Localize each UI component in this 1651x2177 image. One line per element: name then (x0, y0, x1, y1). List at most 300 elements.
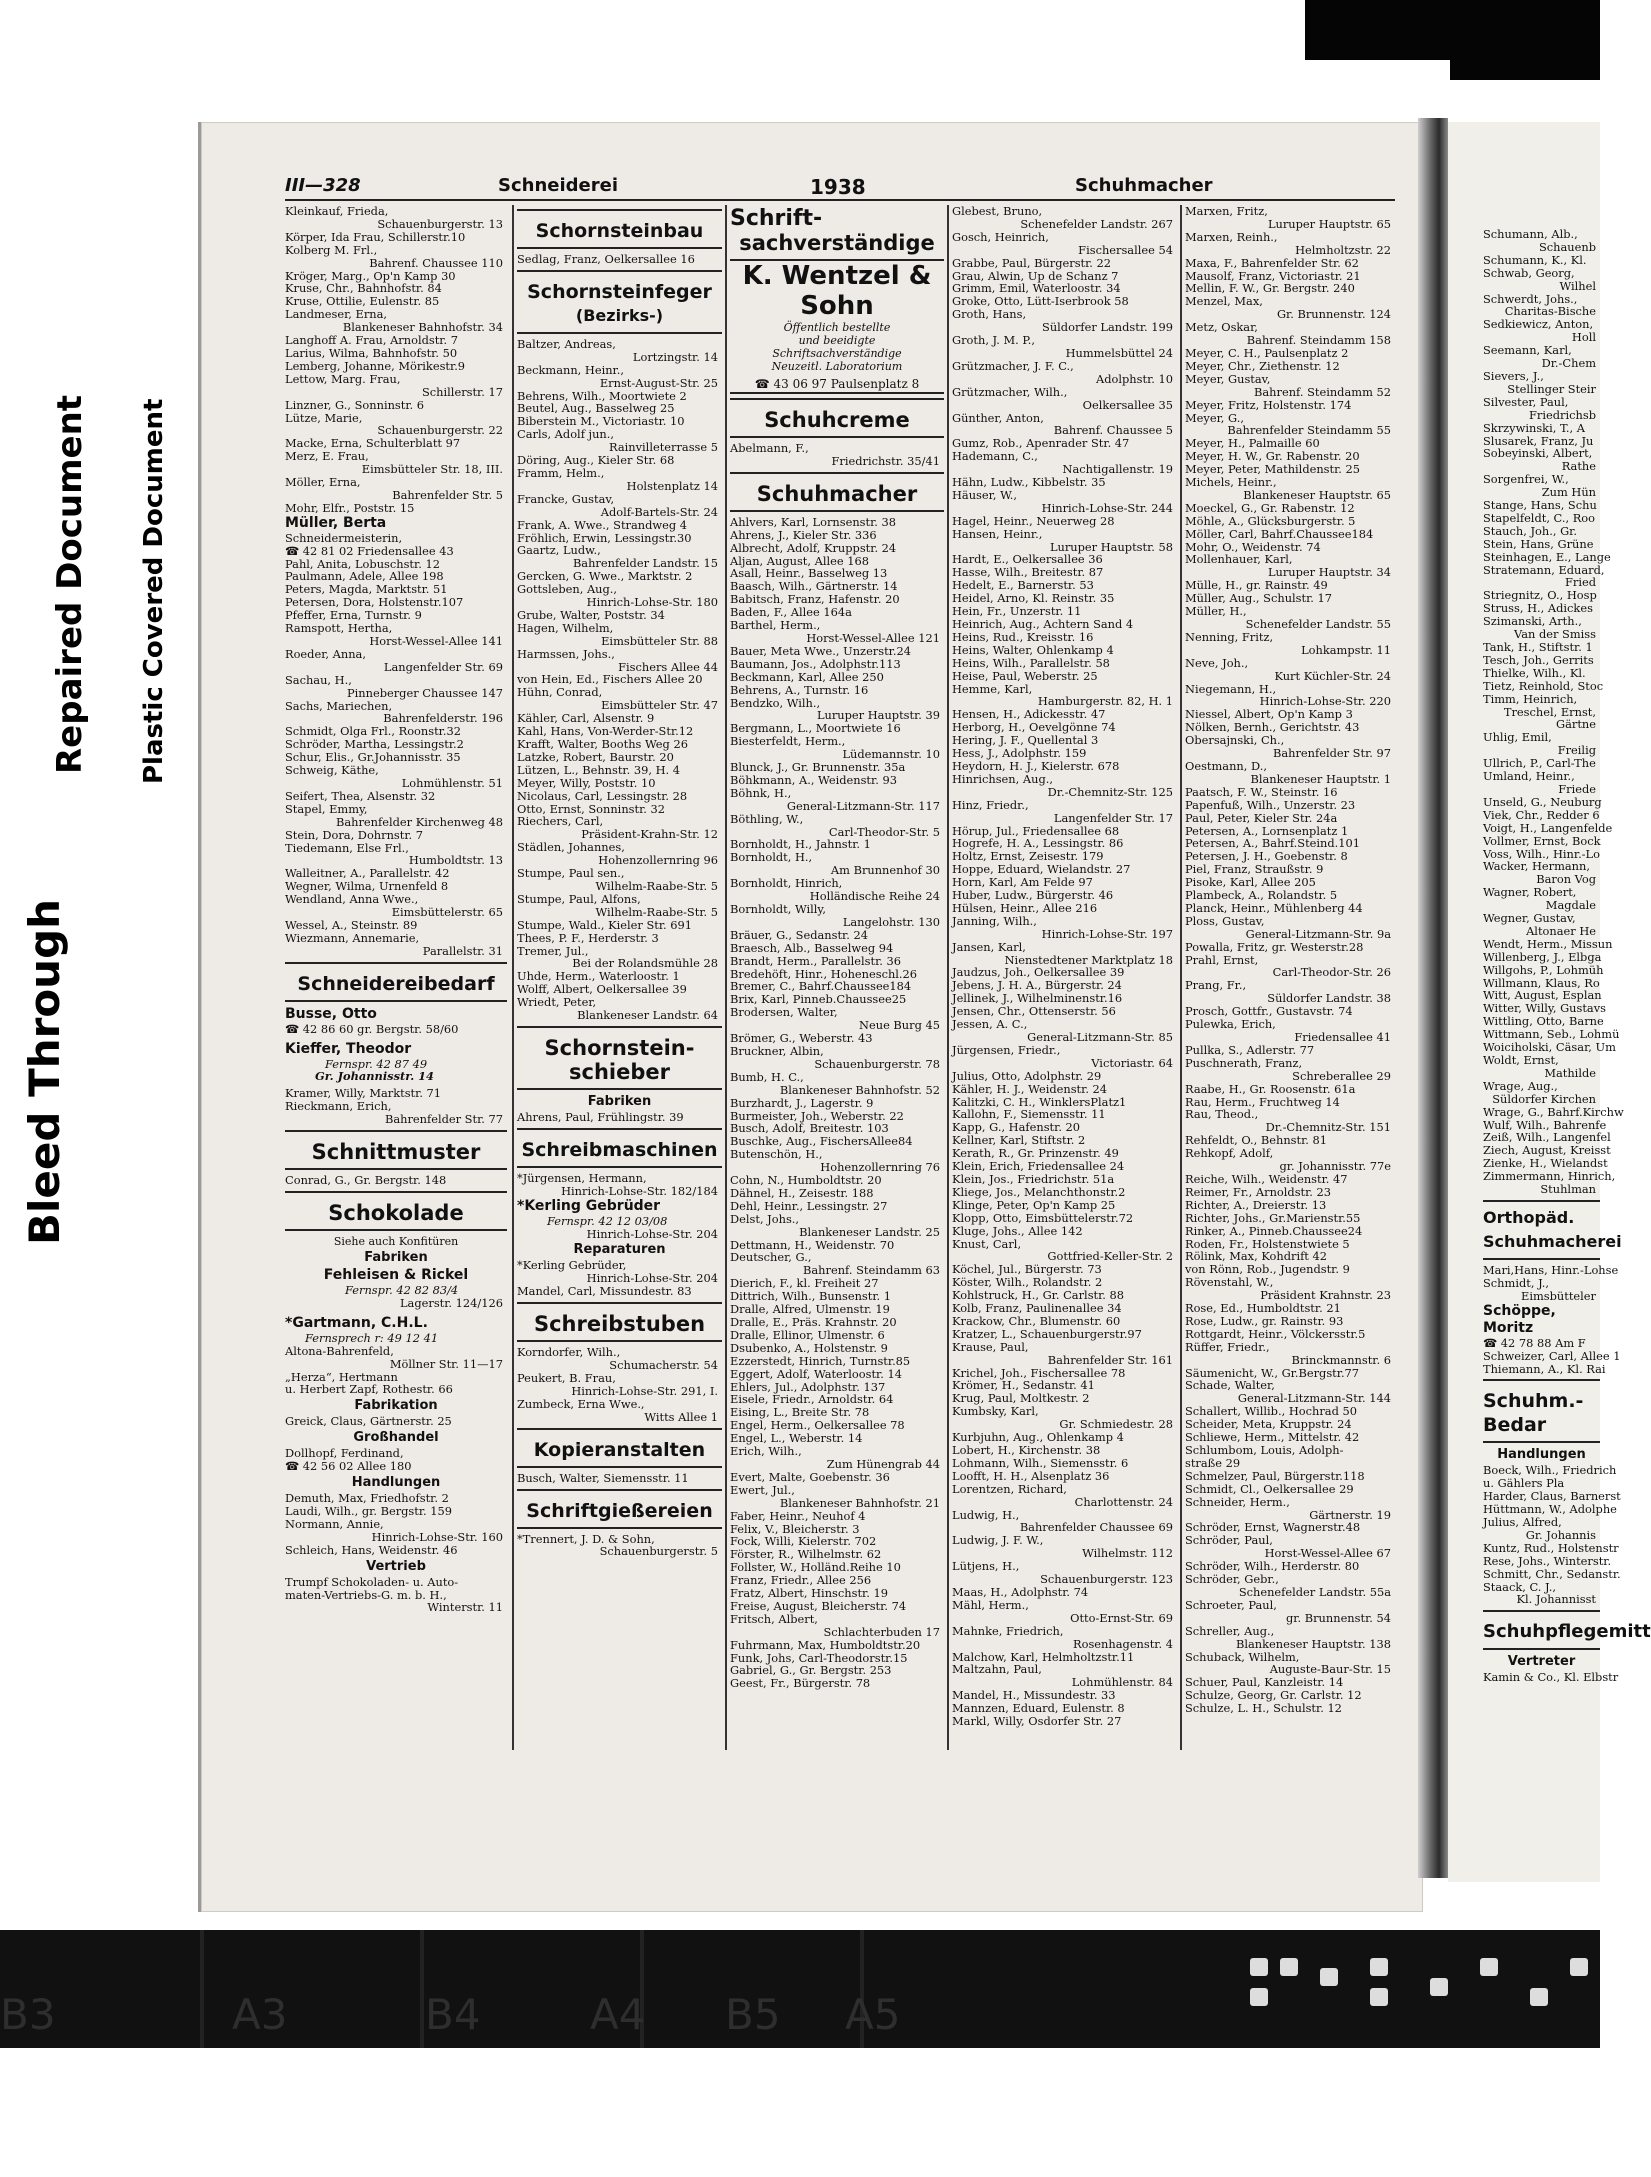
entry: Evert, Malte, Goebenstr. 36 (730, 1469, 890, 1484)
entry: Körper, Ida Frau, Schillerstr.10 (285, 229, 466, 244)
entry-address-line: Luruper Hauptstr. 34 (1267, 565, 1391, 580)
entry: Heins, Rud., Kreisstr. 16 (952, 629, 1094, 644)
entry-address-line: Holl (1571, 330, 1596, 345)
entry: Maxa, F., Bahrenfelder Str. 62 (1185, 255, 1359, 270)
entry: Kurbjuhn, Aug., Ohlenkamp 4 (952, 1430, 1124, 1445)
entry: *Kerling Gebrüder, (517, 1258, 627, 1273)
entry: Zimmermann, Hinrich, (1483, 1169, 1616, 1184)
entry: Kerath, R., Gr. Prinzenstr. 49 (952, 1146, 1119, 1161)
entry-address-line: Pinneberger Chaussee 147 (346, 685, 503, 700)
entry: Kellner, Karl, Stiftstr. 2 (952, 1133, 1086, 1148)
entry: Schröder, Martha, Lessingstr.2 (285, 737, 464, 752)
entry: Dralle, Alfred, Ulmenstr. 19 (730, 1302, 890, 1317)
entry: straße 29 (1185, 1455, 1241, 1470)
section-heading: Kopieranstalten (533, 1438, 706, 1461)
entry: Stapel, Emmy, (285, 801, 368, 816)
entry: Voigt, H., Langenfelde (1483, 820, 1613, 835)
entry-address-line: Friede (1558, 781, 1596, 796)
book-binding-gutter (1418, 118, 1448, 1878)
entry-address-line: Hinrich-Lohse-Str. 291, I. (571, 1383, 718, 1398)
column-2 (517, 205, 722, 1750)
entry: Fock, Willi, Kielerstr. 702 (730, 1534, 877, 1549)
entry-address-line: Süldorfer Landstr. 38 (1267, 991, 1391, 1006)
entry: Meyer, H., Palmaille 60 (1185, 436, 1320, 451)
sub-heading: Vertrieb (366, 1558, 426, 1574)
entry-address-line: Bahrenfelder Str. 97 (1272, 746, 1391, 761)
entry: Mandel, H., Missundestr. 33 (952, 1688, 1116, 1703)
entry: Kolberg M. Frl., (285, 242, 378, 257)
entry-address-line: Blankeneser Hauptstr. 1 (1250, 771, 1391, 786)
entry: Zeiß, Wilh., Langenfel (1483, 1130, 1611, 1145)
entry: Franz, Friedr., Allee 256 (730, 1573, 872, 1588)
entry-address-line: Bahrenfelder Str. 77 (384, 1112, 503, 1127)
entry: Schwab, Georg, (1483, 265, 1575, 280)
entry: Ullrich, P., Carl-The (1483, 756, 1596, 771)
entry: Sachau, H., (285, 672, 352, 687)
entry: Bremer, C., Bahrf.Chaussee184 (730, 979, 912, 994)
entry: Ploss, Gustav, (1185, 913, 1265, 928)
entry: Klein, Jos., Friedrichstr. 51a (952, 1171, 1115, 1186)
entry-list (730, 442, 944, 468)
entry: Tremer, Jul., (517, 943, 589, 958)
entry-address-line: Friedensallee 41 (1294, 1030, 1391, 1044)
entry: Struss, H., Adickes (1483, 601, 1593, 616)
entry: Krafft, Walter, Booths Weg 26 (517, 737, 688, 751)
entry-list (285, 1345, 507, 1397)
entry-address-line: Bahrenf. Steindamm 63 (803, 1263, 940, 1278)
entry: Stumpe, Paul, Alfons, (517, 891, 641, 906)
entry: Dralle, E., Präs. Krahnstr. 20 (730, 1315, 897, 1329)
entry: Hinrich-Lohse-Str. 204 (586, 1226, 718, 1241)
entry: Gr. Johannisstr. 14 (315, 1069, 434, 1084)
entry: Scheider, Meta, Kruppstr. 24 (1185, 1417, 1352, 1432)
entry: Krug, Paul, Moltkestr. 2 (952, 1391, 1090, 1406)
entry: Normann, Annie, (285, 1516, 384, 1531)
entry: Jessen, A. C., (952, 1017, 1028, 1032)
entry: Kapp, G., Hafenstr. 20 (952, 1120, 1081, 1135)
entry: Barthel, Herm., (730, 618, 821, 633)
entry: Busch, Walter, Siemensstr. 11 (517, 1470, 689, 1485)
entry-list (285, 532, 507, 958)
entry: Städlen, Johannes, (517, 840, 625, 855)
entry-address-line: Schreberallee 29 (1292, 1068, 1391, 1083)
entry: Behrens, Wilh., Moortwiete 2 (517, 388, 687, 403)
entry: Freise, August, Bleicherstr. 74 (730, 1598, 907, 1613)
entry: Altona-Bahrenfeld, (285, 1343, 394, 1358)
entry-address-line: Bahrenfelder Str. 5 (392, 487, 503, 502)
entry-address-line: Schauenburgerstr. 13 (377, 216, 503, 231)
entry: Greick, Claus, Gärtnerstr. 25 (285, 1414, 452, 1429)
film-frame-label: A3 (232, 1990, 288, 2039)
entry: Schuback, Wilhelm, (1185, 1649, 1300, 1664)
entry: Schliewe, Herm., Mittelstr. 42 (1185, 1430, 1360, 1445)
entry: Abelmann, F., (730, 441, 809, 455)
entry-address-line: Schauenburgerstr. 22 (377, 423, 503, 438)
entry: Janning, Wilh., (952, 913, 1037, 928)
entry: Baasch, Wilh., Gärtnerstr. 14 (730, 579, 898, 594)
entry: von Rönn, Rob., Jugendstr. 9 (1185, 1262, 1350, 1277)
sub-heading: Fabrikation (354, 1398, 438, 1414)
entry: Wendland, Anna Wwe., (285, 892, 419, 907)
entry: Biesterfeldt, Herm., (730, 734, 846, 749)
entry: Voss, Wilh., Hinr.-Lo (1483, 846, 1600, 861)
entry: Wolff, Albert, Oelkersallee 39 (517, 982, 687, 997)
section-heading: Schornsteinbau (535, 220, 704, 242)
entry-address-line: Blankeneser Landstr. 64 (577, 1008, 718, 1023)
entry-address-line: Kl. Johannisst (1516, 1592, 1596, 1607)
entry-address-line: Hinrich-Lohse-Str. 220 (1259, 694, 1391, 709)
bold-entry: *Gartmann, C.H.L. (285, 1314, 428, 1331)
entry: Krömer, H., Sedanstr. 41 (952, 1378, 1095, 1393)
entry: Rüffer, Friedr., (1185, 1339, 1270, 1354)
entry: Burmeister, Joh., Weberstr. 22 (730, 1108, 904, 1123)
entry: Schulze, Georg, Gr. Carlstr. 12 (1185, 1688, 1362, 1703)
entry-address-line: Eimsbütteler Str. 18, III. (361, 462, 503, 477)
entry: Holtz, Ernst, Zeisestr. 179 (952, 849, 1104, 864)
entry-address-line: Schillerstr. 17 (422, 384, 503, 399)
film-frame-line (200, 1930, 204, 2048)
entry: Julius, Otto, Adolphstr. 29 (952, 1068, 1102, 1083)
entry-address-line: Blankeneser Bahnhofstr. 34 (342, 320, 503, 335)
entry: Sedkiewicz, Anton, (1483, 317, 1594, 332)
entry: Zienke, H., Wielandst (1483, 1156, 1608, 1171)
entry: Lorentzen, Richard, (952, 1481, 1067, 1496)
entry: Groke, Otto, Lütt-Iserbrook 58 (952, 294, 1129, 309)
entry: Böhnk, H., (730, 785, 792, 800)
section-heading: Schriftgießereien (526, 1499, 713, 1522)
section-heading: Schuhmacher (756, 481, 918, 506)
entry: Engel, Herm., Oelkersallee 78 (730, 1418, 905, 1433)
section-heading: Schreibmaschinen (521, 1138, 718, 1161)
entry: Behrens, A., Turnstr. 16 (730, 682, 869, 697)
entry: Harmssen, Johs., (517, 646, 615, 661)
entry: Bergmann, L., Moortwiete 16 (730, 721, 901, 736)
entry: Lettow, Marg. Frau, (285, 371, 401, 386)
entry: Stumpe, Paul sen., (517, 866, 625, 881)
entry-address-line: Helmholtzstr. 22 (1295, 242, 1391, 257)
entry-list (952, 205, 1177, 1728)
entry-address-line: Bahrenf. Chaussee 5 (1053, 423, 1173, 438)
entry: ☎ 42 56 02 Allee 180 (285, 1459, 412, 1474)
entry: Roden, Fr., Holstenstwiete 5 (1185, 1236, 1350, 1251)
entry-address-line: Gr. Brunnenstr. 124 (1276, 307, 1391, 322)
entry: Heins, Walter, Ohlenkamp 4 (952, 642, 1114, 657)
column-divider (725, 205, 727, 1750)
entry: Thiemann, A., Kl. Rai (1483, 1361, 1606, 1376)
entry: Wegner, Gustav, (1483, 911, 1576, 926)
entry: Albrecht, Adolf, Kruppstr. 24 (730, 540, 897, 555)
entry-list (517, 1111, 722, 1124)
entry: Kalitzki, C. H., WinklersPlatz1 (952, 1094, 1127, 1109)
entry: Fernspr. 42 12 03/08 (547, 1213, 668, 1228)
entry: Mari,Hans, Hinr.-Lohse (1483, 1262, 1619, 1277)
entry-address-line: General-Litzmann-Str. 117 (786, 798, 940, 813)
entry: Rölink, Max, Kohdrift 42 (1185, 1249, 1328, 1264)
entry: Witter, Willy, Gustavs (1483, 1001, 1607, 1016)
section-heading: Schnittmuster (311, 1140, 481, 1165)
label-repaired-document: Repaired Document (46, 387, 94, 782)
entry: Willmann, Klaus, Ro (1483, 975, 1600, 990)
ad-text: Schriftsachverständige (772, 347, 902, 360)
entry-list (730, 516, 944, 1690)
entry: Neve, Joh., (1185, 655, 1249, 670)
entry: Markl, Willy, Osdorfer Str. 27 (952, 1714, 1122, 1729)
section-heading: Schokolade (328, 1201, 464, 1225)
entry-address-line: Bahrenfelder Steindamm 55 (1227, 423, 1391, 438)
entry: Rehkopf, Adolf, (1185, 1146, 1274, 1161)
entry: Mülle, H., gr. Rainstr. 49 (1185, 578, 1328, 593)
entry-address-line: Eimsbütteler Str. 47 (601, 698, 718, 713)
entry: Schuer, Paul, Kanzleistr. 14 (1185, 1675, 1344, 1690)
entry: Fuhrmann, Max, Humboldtstr.20 (730, 1637, 921, 1652)
entry: Beutel, Aug., Basselweg 25 (517, 401, 675, 416)
entry: Jürgensen, Friedr., (952, 1042, 1061, 1057)
entry: Michels, Heinr., (1185, 475, 1277, 490)
entry: Landmeser, Erna, (285, 307, 388, 322)
entry: Mannzen, Eduard, Eulenstr. 8 (952, 1701, 1125, 1716)
scan-border-top-black (1305, 0, 1600, 60)
entry: Herborg, H., Oevelgönne 74 (952, 720, 1116, 735)
entry: Dettmann, H., Weidenstr. 70 (730, 1237, 895, 1252)
entry: Dsubenko, A., Holstenstr. 9 (730, 1340, 888, 1355)
entry: Kallohn, F., Siemensstr. 11 (952, 1107, 1106, 1122)
entry: Schmidt, J., (1483, 1275, 1549, 1290)
entry: Krichel, Joh., Fischersallee 78 (952, 1365, 1126, 1380)
column-divider (1180, 205, 1182, 1750)
entry-address-line: Treschel, Ernst, (1503, 704, 1596, 719)
entry-address-line: General-Litzmann-Str. 9a (1245, 926, 1391, 941)
entry: Schmitt, Chr., Sedanstr. (1483, 1566, 1621, 1581)
entry: Tietz, Reinhold, Stoc (1483, 678, 1604, 693)
entry: Fernspr. 42 82 83/4 (345, 1283, 459, 1297)
entry: Paul, Peter, Kieler Str. 24a (1185, 810, 1338, 825)
entry: Schneidermeisterin, (285, 530, 403, 545)
entry-address-line: Hinrich-Lohse-Str. 182/184 (561, 1183, 718, 1198)
entry: Heins, Wilh., Parallelstr. 58 (952, 655, 1110, 670)
entry: Prosch, Gottfr., Gustavstr. 74 (1185, 1004, 1353, 1019)
entry-address-line: Kurt Küchler-Str. 24 (1274, 668, 1391, 683)
entry: Ziech, August, Kreisst (1483, 1143, 1611, 1158)
entry-address-line: Fried (1564, 575, 1596, 590)
entry: Riechers, Carl, (517, 814, 604, 829)
header-year: 1938 (810, 175, 866, 199)
entry: *Jürgensen, Hermann, (517, 1170, 647, 1185)
entry: Schröder, Paul, (1185, 1533, 1273, 1548)
bold-entry: Kieffer, Theodor (285, 1040, 412, 1057)
entry: Bornholdt, Willy, (730, 902, 826, 916)
entry-address-line: Süldorfer Kirchen (1492, 1091, 1596, 1106)
entry: Schumann, Alb., (1483, 227, 1578, 241)
entry-address-line: Otto-Ernst-Str. 69 (1070, 1610, 1173, 1625)
scan-border-top-black (1450, 60, 1600, 80)
entry-address-line: Schlachterbuden 17 (823, 1624, 940, 1639)
entry: Demuth, Max, Friedhofstr. 2 (285, 1491, 449, 1506)
entry-address-line: Bahrenf. Steindamm 52 (1254, 384, 1391, 399)
entry: Trumpf Schokoladen- u. Auto- (285, 1574, 459, 1589)
entry-address-line: Winterstr. 11 (427, 1600, 503, 1615)
entry: Krackow, Chr., Blumenstr. 60 (952, 1313, 1121, 1328)
entry-list (1483, 1463, 1621, 1607)
page-number: III—328 (285, 175, 361, 196)
entry: Schulze, L. H., Schulstr. 12 (1185, 1701, 1342, 1716)
entry: Schmelzer, Paul, Bürgerstr.118 (1185, 1468, 1365, 1483)
entry: Menzel, Max, (1185, 294, 1263, 309)
entry-address-line: Schauenburgerstr. 123 (1040, 1572, 1173, 1587)
entry: Niessel, Albert, Op'n Kamp 3 (1185, 707, 1353, 722)
entry: Bornholdt, H., (730, 850, 813, 865)
entry: Burzhardt, J., Lagerstr. 9 (730, 1095, 874, 1110)
entry: Rottgardt, Heinr., Völckersstr.5 (1185, 1326, 1366, 1341)
entry: Ezzerstedt, Hinrich, Turnstr.85 (730, 1353, 911, 1368)
entry-address-line: Schauenburgerstr. 5 (599, 1544, 718, 1559)
entry: Nicolaus, Carl, Lessingstr. 28 (517, 788, 688, 803)
entry: Fernspr. 42 87 49 (325, 1056, 428, 1071)
film-frame-label: A4 (590, 1990, 646, 2039)
entry-address-line: Hinrich-Lohse-Str. 180 (586, 595, 718, 610)
entry: Lützen, L., Behnstr. 39, H. 4 (517, 762, 681, 777)
entry-address-line: Bahrenfelder Kirchenweg 48 (335, 814, 503, 829)
entry: Frank, A. Wwe., Strandweg 4 (517, 517, 688, 532)
entry-list (1483, 1335, 1621, 1376)
entry: Vollmer, Ernst, Bock (1483, 833, 1601, 848)
section-heading: sachverständige (739, 231, 935, 255)
entry: Buschke, Aug., FischersAllee84 (730, 1134, 913, 1149)
sub-heading: Vertreter (1507, 1654, 1576, 1670)
entry: Unseld, G., Neuburg (1483, 794, 1602, 809)
entry: Merz, E. Frau, (285, 449, 369, 464)
entry: ☎ 42 86 60 gr. Bergstr. 58/60 (285, 1021, 459, 1036)
film-frame-label: B3 (0, 1990, 56, 2039)
entry: Hoppe, Eduard, Wielandstr. 27 (952, 862, 1131, 877)
entry-address-line: Oelkersallee 35 (1082, 397, 1173, 412)
entry-address-line: Bahrenfelderstr. 196 (383, 711, 503, 726)
entry: Kleinkauf, Frieda, (285, 204, 389, 218)
entry: Heinrich, Aug., Achtern Sand 4 (952, 617, 1134, 631)
entry: Böthling, W., (730, 811, 804, 826)
entry-address-line: Luruper Hauptstr. 39 (816, 708, 940, 723)
entry: Lütjens, H., (952, 1559, 1020, 1574)
entry: Marxen, Fritz, (1185, 204, 1268, 218)
entry-address-line: Rosenhagenstr. 4 (1073, 1636, 1173, 1651)
entry: Erich, Wilh., (730, 1444, 802, 1459)
entry-address-line: Schenefelder Landstr. 55a (1238, 1584, 1391, 1599)
entry: Hensen, H., Adickesstr. 47 (952, 707, 1106, 722)
entry: Jaudzus, Joh., Oelkersallee 39 (952, 965, 1125, 980)
entry-address-line: Nienstedtener Marktplatz 18 (1004, 952, 1173, 967)
entry-address-line: Freilig (1557, 743, 1596, 758)
film-frame-line (420, 1930, 424, 2048)
header-left-keyword: Schneiderei (498, 175, 618, 196)
ad-phone: ☎ 43 06 97 Paulsenplatz 8 (754, 377, 920, 391)
entry: Eisele, Friedr., Arnoldstr. 64 (730, 1392, 894, 1407)
entry: Schade, Walter, (1185, 1378, 1275, 1393)
entry-address-line: Wilhelm-Raabe-Str. 5 (595, 878, 718, 893)
entry: Hülsen, Heinr., Allee 216 (952, 900, 1098, 915)
entry: Mohr, Elfr., Poststr. 15 (285, 500, 415, 515)
entry: Dralle, Ellinor, Ulmenstr. 6 (730, 1327, 885, 1342)
entry-address-line: gr. Johannisstr. 77e (1279, 1159, 1391, 1174)
entry: Möller, Carl, Bahrf.Chaussee184 (1185, 526, 1374, 541)
entry: Kähler, H. J., Weidenstr. 24 (952, 1081, 1108, 1096)
entry-address-line: Gärtnerstr. 19 (1309, 1507, 1391, 1522)
section-heading: Schreibstuben (533, 1312, 706, 1337)
entry: Wittmann, Seb., Lohmü (1483, 1027, 1620, 1042)
entry-address-line: Nachtigallenstr. 19 (1062, 462, 1173, 477)
entry-address-line: Langenfelder Str. 17 (1053, 810, 1173, 825)
entry: Schweizer, Carl, Allee 1 (1483, 1348, 1621, 1363)
entry: Hörup, Jul., Friedensallee 68 (952, 823, 1120, 838)
entry: Felix, V., Bleicherstr. 3 (730, 1521, 860, 1536)
entry-address-line: Gr. Schmiedestr. 28 (1059, 1417, 1173, 1432)
entry: Häuser, W., (952, 487, 1018, 502)
entry-list (285, 1415, 507, 1428)
entry-address-line: Schumacherstr. 54 (609, 1358, 718, 1373)
entry: Günther, Anton, (952, 410, 1044, 425)
entry: Fritsch, Albert, (730, 1611, 818, 1626)
entry: Hüttmann, W., Adolphe (1483, 1502, 1617, 1517)
entry: Meyer, G., (1185, 410, 1244, 425)
entry: Ramspott, Hertha, (285, 621, 393, 636)
sub-heading: Reparaturen (573, 1242, 666, 1258)
entry-address-line: Hinrich-Lohse-Str. 160 (371, 1529, 503, 1544)
bold-entry: Busse, Otto (285, 1005, 377, 1022)
entry: Framm, Helm., (517, 465, 605, 480)
entry: Bornholdt, H., Jahnstr. 1 (730, 837, 871, 852)
entry: Fratz, Albert, Hinschstr. 19 (730, 1586, 888, 1601)
entry-list (517, 1472, 722, 1485)
entry-address-line: Bahrenfelder Str. 161 (1047, 1352, 1173, 1367)
entry-address-line: Lohmühlenstr. 84 (1071, 1675, 1173, 1690)
entry-address-line: Lohkampstr. 11 (1301, 642, 1391, 657)
entry: Tiedemann, Else Frl., (285, 840, 409, 855)
entry: Dehl, Heinr., Lessingstr. 27 (730, 1198, 888, 1213)
entry: Dittrich, Wilh., Bunsenstr. 1 (730, 1289, 892, 1304)
entry: maten-Vertriebs-G. m. b. H., (285, 1587, 447, 1602)
entry: Plambeck, A., Rolandstr. 5 (1185, 888, 1338, 903)
entry: Schröder, Ernst, Wagnerstr.48 (1185, 1520, 1361, 1535)
entry: Jansen, Karl, (952, 939, 1026, 954)
entry-address-line: Horst-Wessel-Allee 67 (1264, 1546, 1391, 1561)
entry: Grützmacher, J. F. C., (952, 358, 1074, 373)
entry-address-line: Schenefelder Landstr. 55 (1245, 617, 1391, 631)
entry-address-line: Hinrich-Lohse-Str. 204 (586, 1271, 718, 1286)
entry: Pulewka, Erich, (1185, 1017, 1276, 1032)
header-right-keyword: Schuhmacher (1075, 175, 1213, 196)
entry-address-line: Adolf-Bartels-Str. 24 (600, 504, 718, 519)
entry: Gosch, Heinrich, (952, 229, 1049, 244)
entry: Meyer, Willy, Poststr. 10 (517, 775, 656, 790)
entry: Rehfeldt, O., Behnstr. 81 (1185, 1133, 1328, 1148)
entry: Pfeffer, Erna, Turnstr. 9 (285, 608, 422, 623)
entry-address-line: Neue Burg 45 (859, 1018, 940, 1033)
entry: Blunck, J., Gr. Brunnenstr. 35a (730, 760, 906, 775)
entry: Baden, F., Allee 164a (730, 605, 852, 620)
entry: Stratemann, Eduard, (1483, 562, 1605, 577)
entry: Harder, Claus, Barnerst (1483, 1489, 1621, 1504)
entry: Sobeyinski, Albert, (1483, 446, 1593, 461)
entry: Rieckmann, Erich, (285, 1099, 392, 1114)
section-heading: Schuhpflegemitt (1483, 1621, 1651, 1643)
entry: Ludwig, J. F. W., (952, 1533, 1044, 1548)
entry: Nölken, Bernh., Gerichtstr. 43 (1185, 720, 1360, 735)
entry: Lütze, Marie, (285, 410, 363, 425)
entry: Linzner, G., Sonninstr. 6 (285, 397, 425, 412)
entry: Loofft, H. H., Alsenplatz 36 (952, 1468, 1110, 1483)
column-facing-page (1483, 227, 1651, 1773)
entry-list (285, 1087, 507, 1126)
entry: Säumenicht, W., Gr.Bergstr.77 (1185, 1365, 1360, 1380)
column-5 (1185, 205, 1395, 1750)
